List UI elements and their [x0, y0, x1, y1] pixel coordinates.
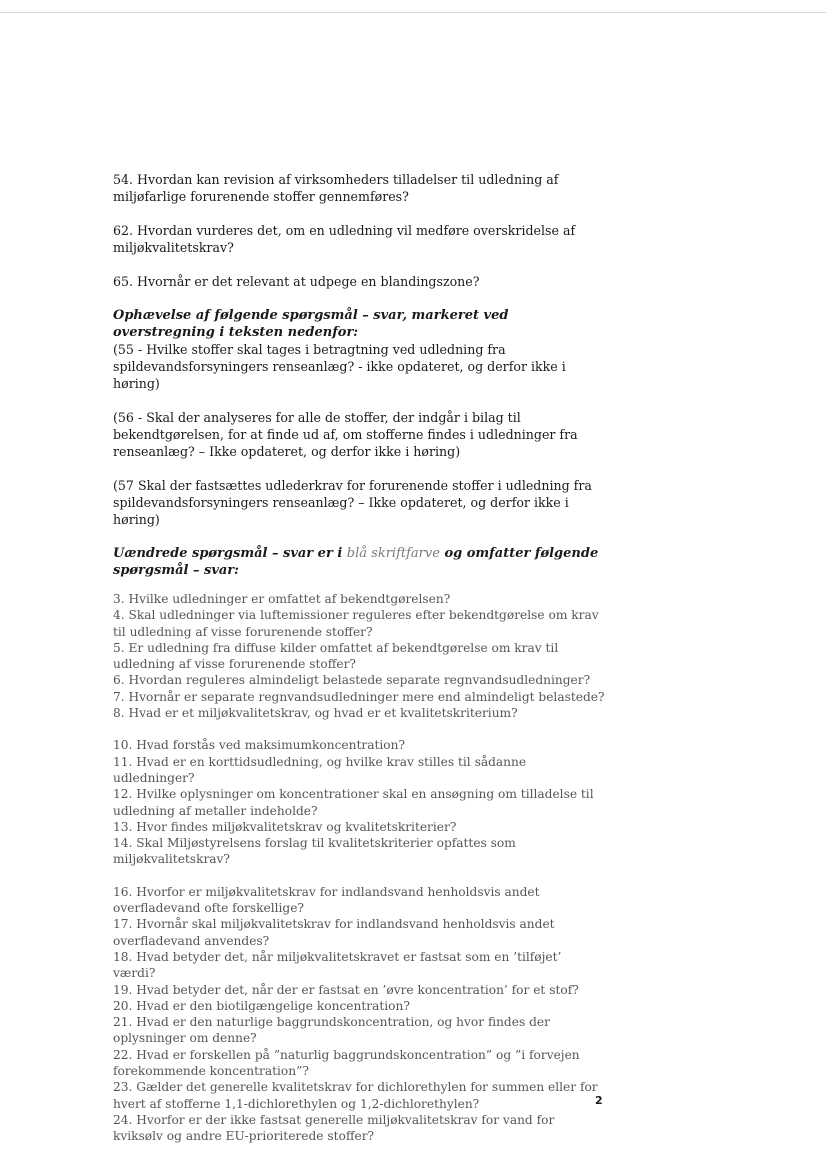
list-item: 22. Hvad er forskellen på ”naturlig baggrundskoncentration” og ”i forvejen forekommende koncentration”?	[113, 1047, 580, 1079]
document-body	[113, 171, 605, 1145]
repealed-question-56: (56 - Skal der analyseres for alle de stoffer, der indgår i bilag til bekendtgørelsen, for at finde ud af, om stofferne findes i udledninger fra renseanlæg? – Ikke opdateret, og derfor ikke i høring)	[113, 410, 578, 459]
unchanged-question-list	[113, 591, 605, 1145]
question-group-1	[113, 591, 605, 721]
list-item: 11. Hvad er en korttidsudledning, og hvilke krav stilles til sådanne udledninger?	[113, 754, 527, 785]
list-item: 10. Hvad forstås ved maksimumkoncentration?	[113, 738, 405, 753]
question-62: 62. Hvordan vurderes det, om en udledning vil medføre overskridelse af miljøkvalitetskrav?	[113, 223, 576, 255]
unchanged-heading-part3: og omfatter følgende spørgsmål – svar:	[113, 546, 599, 578]
list-item: 23. Gælder det generelle kvalitetskrav for dichlorethylen for summen eller for hvert af stofferne 1,1-dichlorethylen og 1,2-dichlorethylen?	[113, 1080, 598, 1111]
list-item: 18. Hvad betyder det, når miljøkvalitetskravet er fastsat som en ’tilføjet’ værdi?	[113, 949, 562, 981]
page-number: 2	[595, 1094, 603, 1107]
list-item: 14. Skal Miljøstyrelsens forslag til kvalitetskriterier opfattes som miljøkvalitetskrav?	[113, 836, 516, 867]
list-item: 7. Hvornår er separate regnvandsudledninger mere end almindeligt belastede?	[113, 689, 605, 704]
list-item: 13. Hvor findes miljøkvalitetskrav og kvalitetskriterier?	[113, 819, 457, 834]
list-item: 20. Hvad er den biotilgængelige koncentration?	[113, 998, 410, 1013]
unchanged-heading	[113, 545, 605, 579]
question-group-2	[113, 737, 605, 867]
page-top-rule	[0, 12, 826, 13]
list-item: 24. Hvorfor er der ikke fastsat generelle miljøkvalitetskrav for vand for kviksølv og andre EU-prioriterede stoffer?	[113, 1112, 555, 1144]
list-item: 6. Hvordan reguleres almindeligt belastede separate regnvandsudledninger?	[113, 673, 591, 688]
unchanged-heading-part1: Uændrede spørgsmål – svar er i	[113, 546, 347, 561]
list-item: 4. Skal udledninger via luftemissioner reguleres efter bekendtgørelse om krav til udledning af visse forurenende stoffer?	[113, 608, 599, 639]
list-item: 19. Hvad betyder det, når der er fastsat en ’øvre koncentration’ for et stof?	[113, 982, 579, 997]
list-item: 16. Hvorfor er miljøkvalitetskrav for indlandsvand henholdsvis andet overfladevand ofte forskellige?	[113, 884, 540, 916]
repealed-question-55: (55 - Hvilke stoffer skal tages i betragtning ved udledning fra spildevandsforsyningers renseanlæg? - ikke opdateret, og derfor ikke i høring)	[113, 342, 566, 391]
list-item: 5. Er udledning fra diffuse kilder omfattet af bekendtgørelse om krav til udledning af visse forurenende stoffer?	[113, 640, 559, 672]
list-item: 8. Hvad er et miljøkvalitetskrav, og hvad er et kvalitetskriterium?	[113, 706, 518, 721]
list-item: 21. Hvad er den naturlige baggrundskoncentration, og hvor findes der oplysninger om denne?	[113, 1015, 550, 1046]
repealed-question-57: (57 Skal der fastsættes udlederkrav for forurenende stoffer i udledning fra spildevandsforsyningers renseanlæg? – Ikke opdateret, og derfor ikke i høring)	[113, 478, 592, 527]
list-item: 17. Hvornår skal miljøkvalitetskrav for indlandsvand henholdsvis andet overfladevand anvendes?	[113, 917, 555, 948]
list-item: 3. Hvilke udledninger er omfattet af bekendtgørelsen?	[113, 592, 451, 606]
list-item: 12. Hvilke oplysninger om koncentrationer skal en ansøgning om tilladelse til udledning af metaller indeholde?	[113, 787, 594, 818]
question-group-3	[113, 884, 605, 1145]
repeal-heading: Ophævelse af følgende spørgsmål – svar, markeret ved overstregning i teksten nedenfor:	[113, 308, 509, 340]
question-65: 65. Hvornår er det relevant at udpege en blandingszone?	[113, 274, 480, 289]
question-54: 54. Hvordan kan revision af virksomheders tilladelser til udledning af miljøfarlige forurenende stoffer gennemføres?	[113, 172, 559, 204]
unchanged-heading-blue-text: blå skriftfarve	[346, 546, 440, 561]
